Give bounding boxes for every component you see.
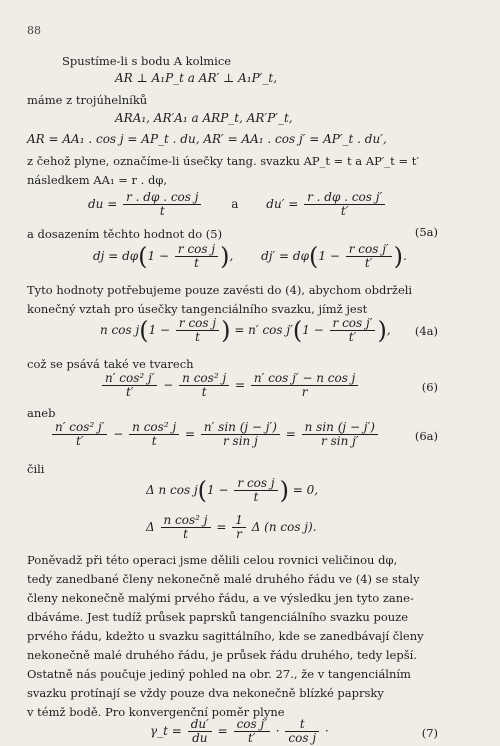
operator: = [216,520,227,534]
equation-tag: (7) [421,726,438,740]
numerator: cos j′ [234,718,270,732]
text-line: čili [27,462,45,476]
numerator: r . dφ . cos j [123,191,201,205]
eq-part: γ_t = [150,724,182,738]
eq-part: = n′ cos j′ [234,323,293,337]
text-line: aneb [27,406,56,420]
text-line: máme z trojúhelníků [27,93,148,107]
text-line: v témž bodě. Pro konvergenční poměr plyne [27,705,285,719]
eq-lhs: du′ = [266,197,299,211]
numerator: r cos j [175,243,218,257]
denominator: t′ [247,731,256,745]
math-line: AR ⊥ A₁P_t a AR′ ⊥ A₁P′_t, [115,71,278,85]
page-number: 88 [27,24,41,37]
text-line: svazku protínají se vždy pouze dva nekonečně blízké paprsky [27,686,384,700]
denominator: r [236,527,242,541]
text-line: z čehož plyne, označíme-li úsečky tang. svazku AP_t = t a AP′_t = t′ [27,154,419,168]
equation-tag: (6) [421,380,438,394]
numerator: r cos j [176,317,219,331]
denominator: t′ [340,204,349,218]
denominator: t′ [125,385,134,399]
equation-6a [50,421,380,448]
text-line: Spustíme-li s bodu A kolmice [62,54,232,68]
equation-tag: (4a) [414,324,438,338]
eq-part: 1 − [147,249,170,263]
numerator: r cos j′ [330,317,376,331]
eq-part: 1 − [148,323,171,337]
equation-5b: dj = dφ(1 − $\frac{\text{r cos j}}{t}$ ), dj′ = dφ(1 − $\frac{\text{r cos j′}}{t'}$ ). [93,242,407,271]
denominator: t′ [364,256,373,270]
numerator: t [285,718,319,732]
eq-part: Δ n cos j [146,483,198,497]
denominator: cos j [288,731,317,745]
operator: = [217,724,228,738]
eq-part: dj = dφ [93,249,139,263]
operator: = [285,427,296,441]
denominator: t [151,434,157,448]
eq-lhs: du = [88,197,118,211]
numerator: n′ cos j′ − n cos j [251,372,359,386]
denominator: t [159,204,165,218]
operator: · [275,724,280,738]
numerator: 1 [232,514,246,528]
text-line: dbáváme. Jest tudíž průsek paprsků tangenciálního svazku pouze [27,610,409,624]
text-line: Ostatně nás poučuje jediný pohled na obr. 27., že v tangenciálním [27,667,411,681]
conjunction: a [231,197,239,211]
numerator: n cos² j [161,514,211,528]
denominator: t [183,527,188,541]
equation-condition-2 [146,514,317,541]
denominator: r sin j [223,434,258,448]
text-line: Tyto hodnoty potřebujeme pouze zavésti do (4), abychom obdrželi [27,283,413,297]
operator: · [324,724,329,738]
numerator: r . dφ . cos j′ [304,191,385,205]
eq-part: 1 − [207,483,229,497]
numerator: r cos j′ [346,243,392,257]
equation-condition-1: Δ n cos j(1 − $\frac{\text{r cos j}}{t}$ ) = 0, [146,476,319,505]
eq-part: Δ [146,520,155,534]
text-line: tedy zanedbané členy nekonečně malé druhého řádu ve (4) se staly [27,572,420,586]
numerator: du′ [188,718,212,732]
eq-part: dj′ = dφ [261,249,310,263]
equation-6 [100,372,360,399]
denominator: t′ [75,434,84,448]
eq-part: 1 − [302,323,324,337]
math-line: AR = AA₁ . cos j = AP_t . du, AR′ = AA₁ . cos j′ = AP′_t . du′, [27,132,387,146]
numerator: n cos² j [129,421,179,435]
numerator: n sin (j − j′) [302,421,378,435]
math-line: ARA₁, AR′A₁ a ARP_t, AR′P′_t, [115,111,293,125]
eq-part: Δ (n cos j). [251,520,317,534]
equation-7 [150,718,329,745]
numerator: n cos² j [179,372,229,386]
denominator: t′ [348,330,357,344]
eq-part: n cos j [100,323,140,337]
equation-tag: (5a) [414,225,438,239]
numerator: n′ cos² j′ [52,421,107,435]
denominator: r [301,385,308,399]
text-line: a dosazením těchto hodnot do (5) [27,227,223,241]
eq-part: = 0, [292,483,319,497]
operator: − [163,378,174,392]
text-line: prvého řádu, kdežto u svazku sagittálního, kde se zanedbávají členy [27,629,424,643]
equation-4a: n cos j(1 − $\frac{\text{r cos j}}{t}$ ) = n′ cos j′(1 − $\frac{\text{r cos j′}}{t'}$ ), [100,316,391,345]
operator: − [113,427,124,441]
numerator: n′ cos² j′ [102,372,157,386]
denominator: t [194,256,199,270]
text-line: konečný vztah pro úsečky tangenciálního svazku, jímž jest [27,302,368,316]
denominator: du [192,731,208,745]
text-line: členy nekonečně malými prvého řádu, a ve výsledku jen tyto zane- [27,591,414,605]
text-line: což se psává také ve tvarech [27,357,194,371]
text-line: Poněvadž při této operaci jsme dělili celou rovnici veličinou dφ, [27,553,398,567]
denominator: t [195,330,200,344]
equation-tag: (6a) [414,429,438,443]
operator: = [185,427,196,441]
numerator: n′ sin (j − j′) [201,421,280,435]
equation-5a [88,191,387,218]
operator: = [235,378,246,392]
denominator: r sin j′ [321,434,359,448]
text-line: nekonečně malé druhého řádu, je průsek řádu druhého, tedy lepší. [27,648,417,662]
denominator: t [253,490,259,504]
denominator: t [201,385,207,399]
eq-part: 1 − [318,249,340,263]
numerator: r cos j [234,477,277,491]
text-line: následkem AA₁ = r . dφ, [27,173,168,187]
